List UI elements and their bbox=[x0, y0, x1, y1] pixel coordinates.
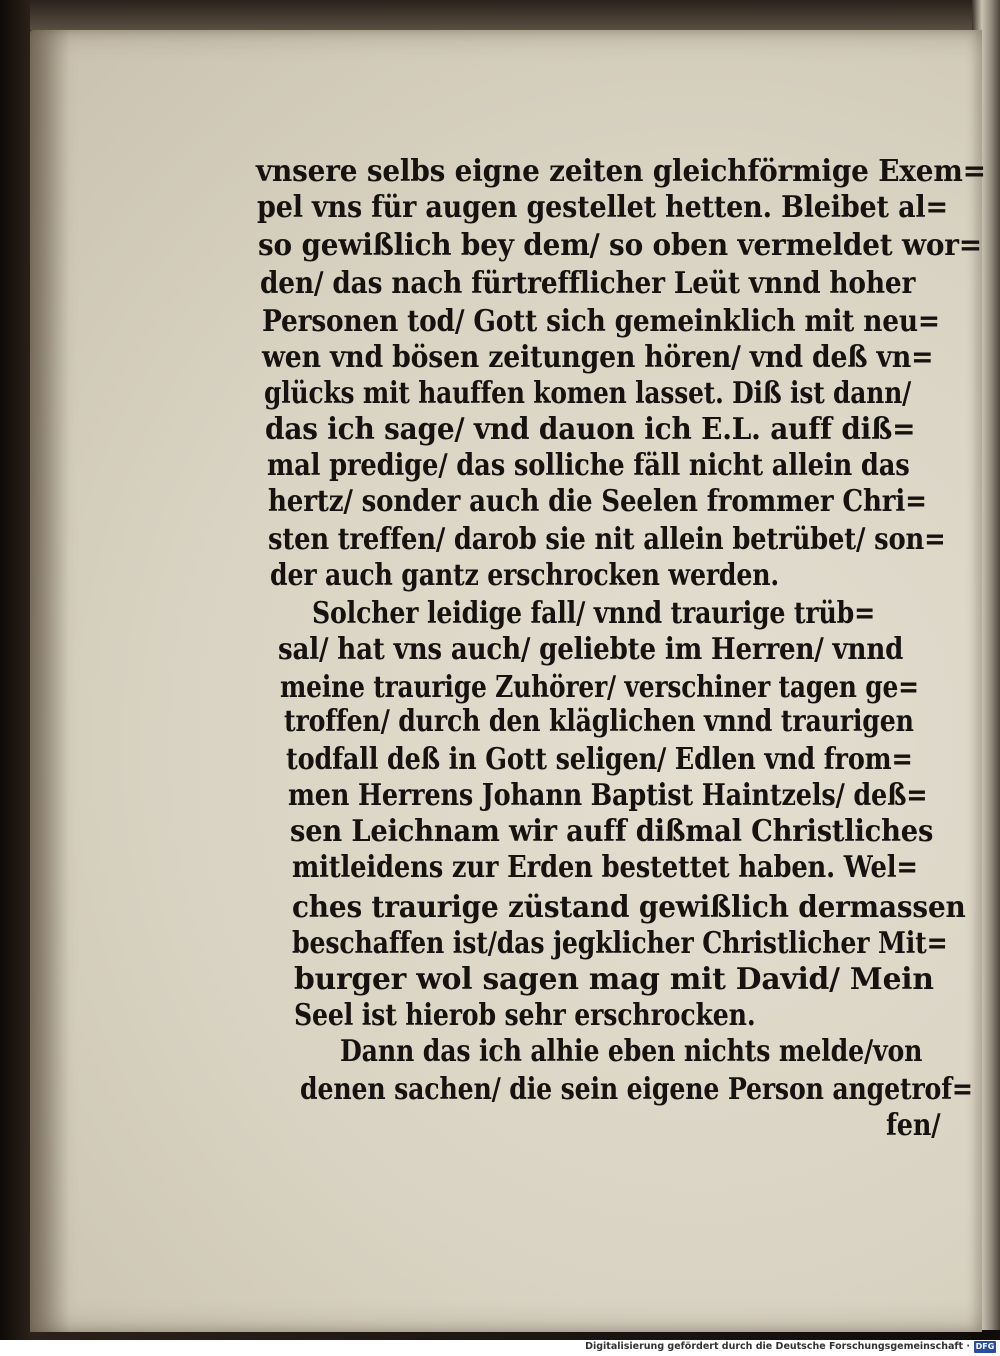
text-line: glücks mit hauffen komen lasset. Diß ist dann/ bbox=[264, 376, 912, 411]
text-line: fen/ bbox=[886, 1108, 941, 1143]
text-line: sten treffen/ darob sie nit allein betrübet/ son= bbox=[268, 522, 946, 557]
text-line: burger wol sagen mag mit David/ Mein bbox=[294, 962, 934, 997]
text-line: denen sachen/ die sein eigene Person angetrof= bbox=[300, 1072, 973, 1107]
dfg-logo-icon: DFG bbox=[975, 1342, 995, 1351]
text-line: men Herrens Johann Baptist Haintzels/ deß= bbox=[288, 778, 928, 813]
text-line: so gewißlich bey dem/ so oben vermeldet wor= bbox=[258, 228, 982, 263]
footer-bar bbox=[0, 1340, 1000, 1356]
text-line: todfall deß in Gott seligen/ Edlen vnd from= bbox=[286, 742, 913, 777]
text-line: troffen/ durch den kläglichen vnnd traurigen bbox=[284, 704, 914, 739]
text-line: das ich sage/ vnd dauon ich E.L. auff diß= bbox=[265, 412, 916, 447]
text-line: mitleidens zur Erden bestettet haben. Wel= bbox=[292, 850, 918, 885]
text-line: mal predige/ das solliche fäll nicht allein das bbox=[267, 448, 910, 483]
text-line: meine traurige Zuhörer/ verschiner tagen ge= bbox=[280, 670, 919, 705]
text-line: Personen tod/ Gott sich gemeinklich mit neu= bbox=[262, 304, 940, 339]
text-line: Seel ist hierob sehr erschrocken. bbox=[294, 998, 756, 1033]
text-line: vnsere selbs eigne zeiten gleichförmige Exem= bbox=[256, 154, 986, 189]
text-line: den/ das nach fürtrefflicher Leüt vnnd hoher bbox=[260, 266, 916, 301]
text-line: sen Leichnam wir auff dißmal Christliches bbox=[290, 814, 934, 849]
text-line: hertz/ sonder auch die Seelen frommer Chri= bbox=[268, 484, 927, 519]
text-line: Solcher leidige fall/ vnnd traurige trüb= bbox=[312, 596, 876, 631]
text-line: sal/ hat vns auch/ geliebte im Herren/ vnnd bbox=[278, 632, 904, 667]
text-line: beschaffen ist/das jegklicher Christlicher Mit= bbox=[292, 926, 948, 961]
footer-credit: Digitalisierung gefördert durch die Deutsche Forschungsgemeinschaft · bbox=[585, 1341, 970, 1352]
text-line: der auch gantz erschrocken werden. bbox=[270, 558, 780, 593]
text-line: ches traurige züstand gewißlich dermassen bbox=[292, 890, 966, 925]
text-line: Dann das ich alhie eben nichts melde/von bbox=[340, 1034, 923, 1069]
text-line: pel vns für augen gestellet hetten. Bleibet al= bbox=[257, 190, 948, 225]
text-line: wen vnd bösen zeitungen hören/ vnd deß vn= bbox=[262, 340, 934, 375]
